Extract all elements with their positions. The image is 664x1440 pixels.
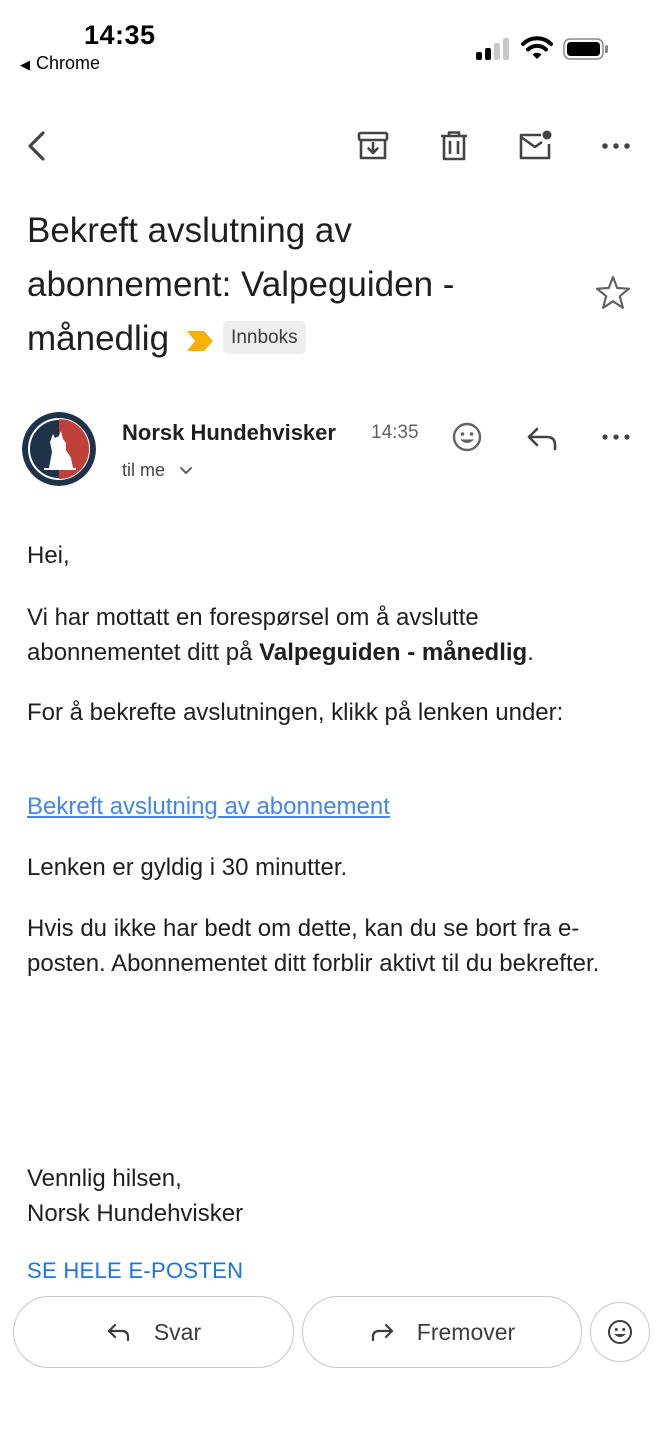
sender-avatar[interactable] — [22, 412, 96, 486]
delete-button[interactable] — [436, 128, 472, 164]
sent-time: 14:35 — [371, 422, 419, 443]
battery-icon — [563, 38, 609, 60]
status-time: 14:35 — [84, 20, 156, 50]
label-chip-inbox[interactable]: Innboks — [223, 321, 306, 354]
mail-unread-icon — [517, 128, 553, 164]
sender-name[interactable]: Norsk Hundehvisker — [122, 420, 336, 445]
status-bar — [0, 0, 664, 90]
reply-action-button[interactable] — [13, 1296, 294, 1368]
archive-button[interactable] — [355, 128, 391, 164]
see-full-email-link[interactable]: SE HELE E-POSTEN — [27, 1258, 244, 1283]
confirm-link-paragraph — [27, 789, 390, 824]
forward-action-label: Fremover — [416, 1318, 516, 1345]
confirm-cancellation-link[interactable]: Bekreft avslutning av abonnement — [27, 793, 390, 820]
dog-logo-icon — [22, 412, 96, 486]
add-reaction-button[interactable] — [450, 420, 484, 454]
emoji-reaction-button[interactable] — [590, 1302, 650, 1362]
intro-suffix: . — [527, 639, 534, 666]
back-to-app-link[interactable] — [20, 53, 100, 74]
mark-unread-button[interactable] — [517, 128, 553, 164]
triangle-left-icon: ◀ — [20, 57, 30, 72]
reply-icon — [525, 421, 559, 455]
chevron-left-icon — [19, 128, 55, 164]
intro-paragraph — [27, 600, 637, 670]
forward-action-button[interactable] — [302, 1296, 582, 1368]
message-more-button[interactable] — [599, 420, 633, 454]
email-subject — [27, 204, 547, 366]
cellular-signal-icon — [476, 38, 510, 60]
emoji-icon — [450, 420, 484, 454]
confirm-instruction: For å bekrefte avslutningen, klikk på lenken under: — [27, 699, 564, 726]
reply-icon — [106, 1319, 132, 1345]
chevron-down-icon — [179, 466, 193, 476]
more-options-button[interactable] — [598, 128, 634, 164]
back-button[interactable] — [19, 128, 55, 164]
importance-marker-icon — [185, 329, 215, 353]
star-outline-icon — [594, 274, 632, 312]
subject-text: Bekreft avslutning av abonnement: Valpeguiden - månedlig — [27, 211, 455, 358]
trash-icon — [436, 128, 472, 164]
signature-block — [27, 1161, 243, 1231]
wifi-icon — [521, 35, 553, 61]
forward-icon — [369, 1319, 395, 1345]
more-horizontal-icon — [598, 128, 634, 164]
closing-text: Vennlig hilsen, — [27, 1165, 182, 1192]
ignore-note: Hvis du ikke har bedt om dette, kan du se bort fra e-posten. Abonnementet ditt forblir aktivt til du bekrefter. — [27, 915, 600, 977]
greeting: Hei, — [27, 542, 70, 569]
back-app-label: Chrome — [36, 53, 101, 73]
star-button[interactable] — [594, 274, 632, 312]
more-horizontal-icon — [599, 420, 633, 454]
signature-name: Norsk Hundehvisker — [27, 1200, 244, 1227]
recipient-label: til me — [122, 460, 166, 480]
validity-note: Lenken er gyldig i 30 minutter. — [27, 854, 348, 881]
emoji-icon — [606, 1318, 634, 1346]
reply-button[interactable] — [525, 421, 559, 455]
intro-text: Vi har mottatt en forespørsel om å avslutte abonnementet ditt på — [27, 604, 479, 666]
plan-name: Valpeguiden - månedlig — [259, 639, 528, 666]
recipient-details-toggle[interactable] — [122, 460, 193, 481]
reply-action-label: Svar — [153, 1318, 202, 1345]
archive-icon — [355, 128, 391, 164]
